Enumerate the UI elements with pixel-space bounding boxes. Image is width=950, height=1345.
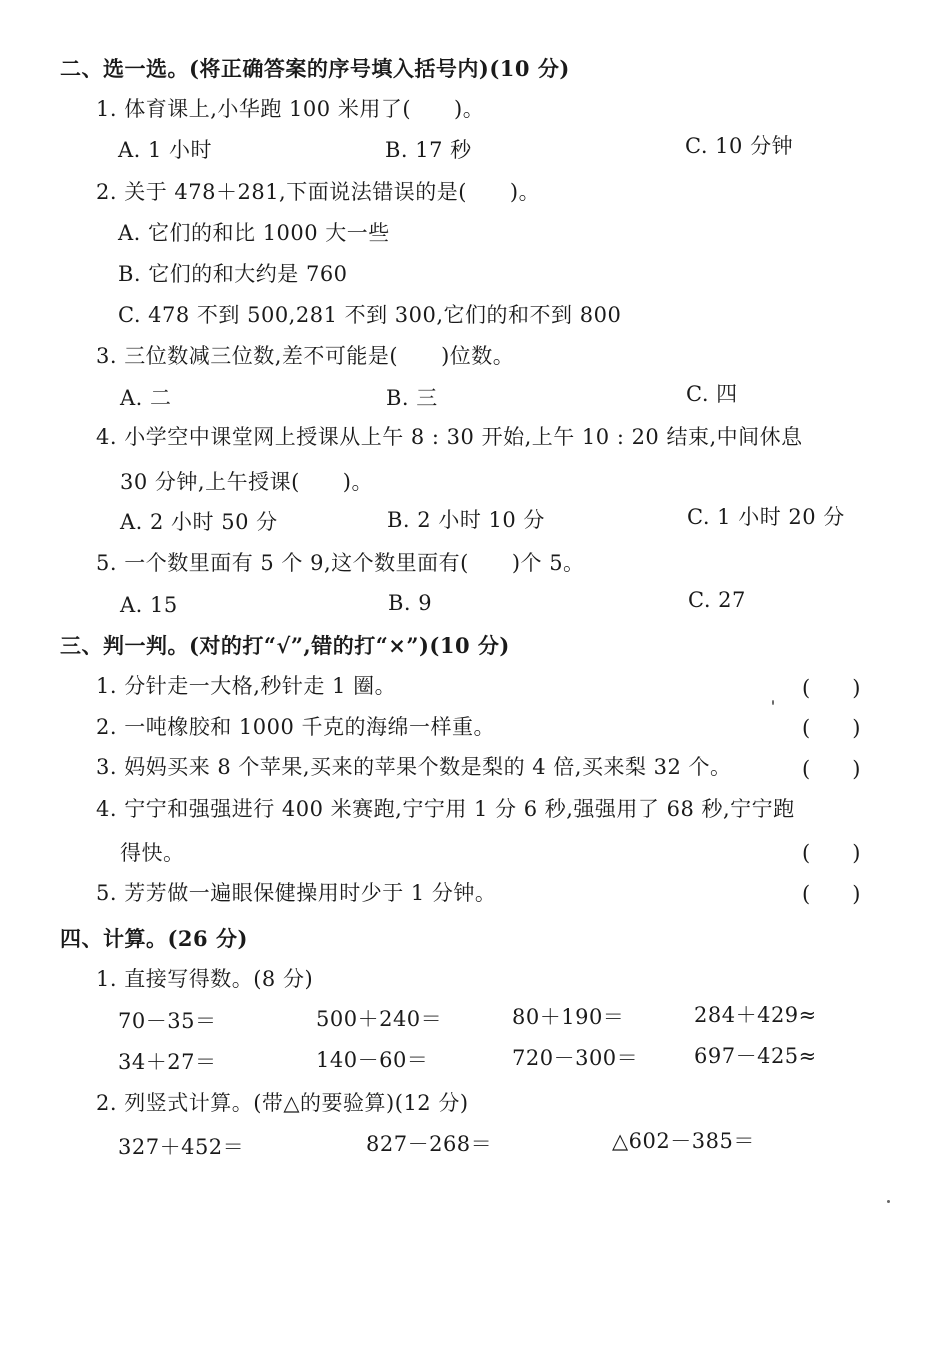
s3-q3-answer-bracket[interactable]: ( ) <box>802 757 861 781</box>
calc-item: 34＋27＝ <box>118 1050 217 1074</box>
s2-q1-option-c: C. 10 分钟 <box>685 134 794 158</box>
s3-q2-text: 2. 一吨橡胶和 1000 千克的海绵一样重。 <box>96 715 496 739</box>
calc-item: 140－60＝ <box>316 1048 429 1072</box>
vertical-calc-item: 327＋452＝ <box>118 1135 245 1159</box>
s2-q5-option-b: B. 9 <box>388 591 433 615</box>
calc-item: 697－425≈ <box>694 1044 817 1068</box>
s2-q2-option-b: B. 它们的和大约是 760 <box>118 262 348 286</box>
s2-q3-option-b: B. 三 <box>386 386 438 410</box>
vertical-calc-item: 827－268＝ <box>366 1132 493 1156</box>
calc-item: 284＋429≈ <box>694 1003 817 1027</box>
s2-q3-stem: 3. 三位数减三位数,差不可能是( )位数。 <box>96 344 515 368</box>
calc-item: 70－35＝ <box>118 1009 217 1033</box>
calc-item: 720－300＝ <box>512 1046 639 1070</box>
s2-q4-option-c: C. 1 小时 20 分 <box>687 505 845 529</box>
s2-q3-option-a: A. 二 <box>120 386 172 410</box>
scan-speck <box>772 700 774 705</box>
s3-q1-answer-bracket[interactable]: ( ) <box>802 676 861 700</box>
s3-q3-text: 3. 妈妈买来 8 个苹果,买来的苹果个数是梨的 4 倍,买来梨 32 个。 <box>96 755 732 779</box>
s4-sub1-title: 1. 直接写得数。(8 分) <box>96 967 314 991</box>
s3-q4-text-line2: 得快。 <box>120 841 185 865</box>
s2-q2-stem: 2. 关于 478＋281,下面说法错误的是( )。 <box>96 180 541 204</box>
s3-q1-text: 1. 分针走一大格,秒针走 1 圈。 <box>96 674 397 698</box>
s2-q1-option-b: B. 17 秒 <box>385 138 472 162</box>
s2-q1-option-a: A. 1 小时 <box>118 138 213 162</box>
s2-q5-option-a: A. 15 <box>120 593 178 617</box>
s2-q4-stem-line2: 30 分钟,上午授课( )。 <box>120 470 373 494</box>
s3-q4-text-line1: 4. 宁宁和强强进行 400 米赛跑,宁宁用 1 分 6 秒,强强用了 68 秒,宁宁跑 <box>96 797 795 821</box>
s3-q2-answer-bracket[interactable]: ( ) <box>802 716 861 740</box>
s3-q5-text: 5. 芳芳做一遍眼保健操用时少于 1 分钟。 <box>96 881 497 905</box>
s2-q4-stem-line1: 4. 小学空中课堂网上授课从上午 8 : 30 开始,上午 10 : 20 结束,中间休息 <box>96 425 803 449</box>
s2-q4-option-a: A. 2 小时 50 分 <box>120 510 278 534</box>
section4-title: 四、计算。(26 分) <box>60 926 248 951</box>
section2-title: 二、选一选。(将正确答案的序号填入括号内)(10 分) <box>60 56 570 81</box>
s2-q2-option-c: C. 478 不到 500,281 不到 300,它们的和不到 800 <box>118 303 622 327</box>
s2-q2-option-a: A. 它们的和比 1000 大一些 <box>118 221 390 245</box>
s3-q4-answer-bracket[interactable]: ( ) <box>802 841 861 865</box>
s2-q3-option-c: C. 四 <box>686 382 738 406</box>
section3-title: 三、判一判。(对的打“√”,错的打“×”)(10 分) <box>60 633 510 658</box>
s2-q5-option-c: C. 27 <box>688 588 746 612</box>
s4-sub2-title: 2. 列竖式计算。(带△的要验算)(12 分) <box>96 1091 469 1115</box>
s2-q5-stem: 5. 一个数里面有 5 个 9,这个数里面有( )个 5。 <box>96 551 585 575</box>
calc-item: 500＋240＝ <box>316 1007 443 1031</box>
s2-q1-stem: 1. 体育课上,小华跑 100 米用了( )。 <box>96 97 485 121</box>
scan-speck <box>887 1200 890 1203</box>
vertical-calc-item: △602－385＝ <box>612 1129 755 1153</box>
s2-q4-option-b: B. 2 小时 10 分 <box>387 508 545 532</box>
calc-item: 80＋190＝ <box>512 1005 625 1029</box>
s3-q5-answer-bracket[interactable]: ( ) <box>802 882 861 906</box>
